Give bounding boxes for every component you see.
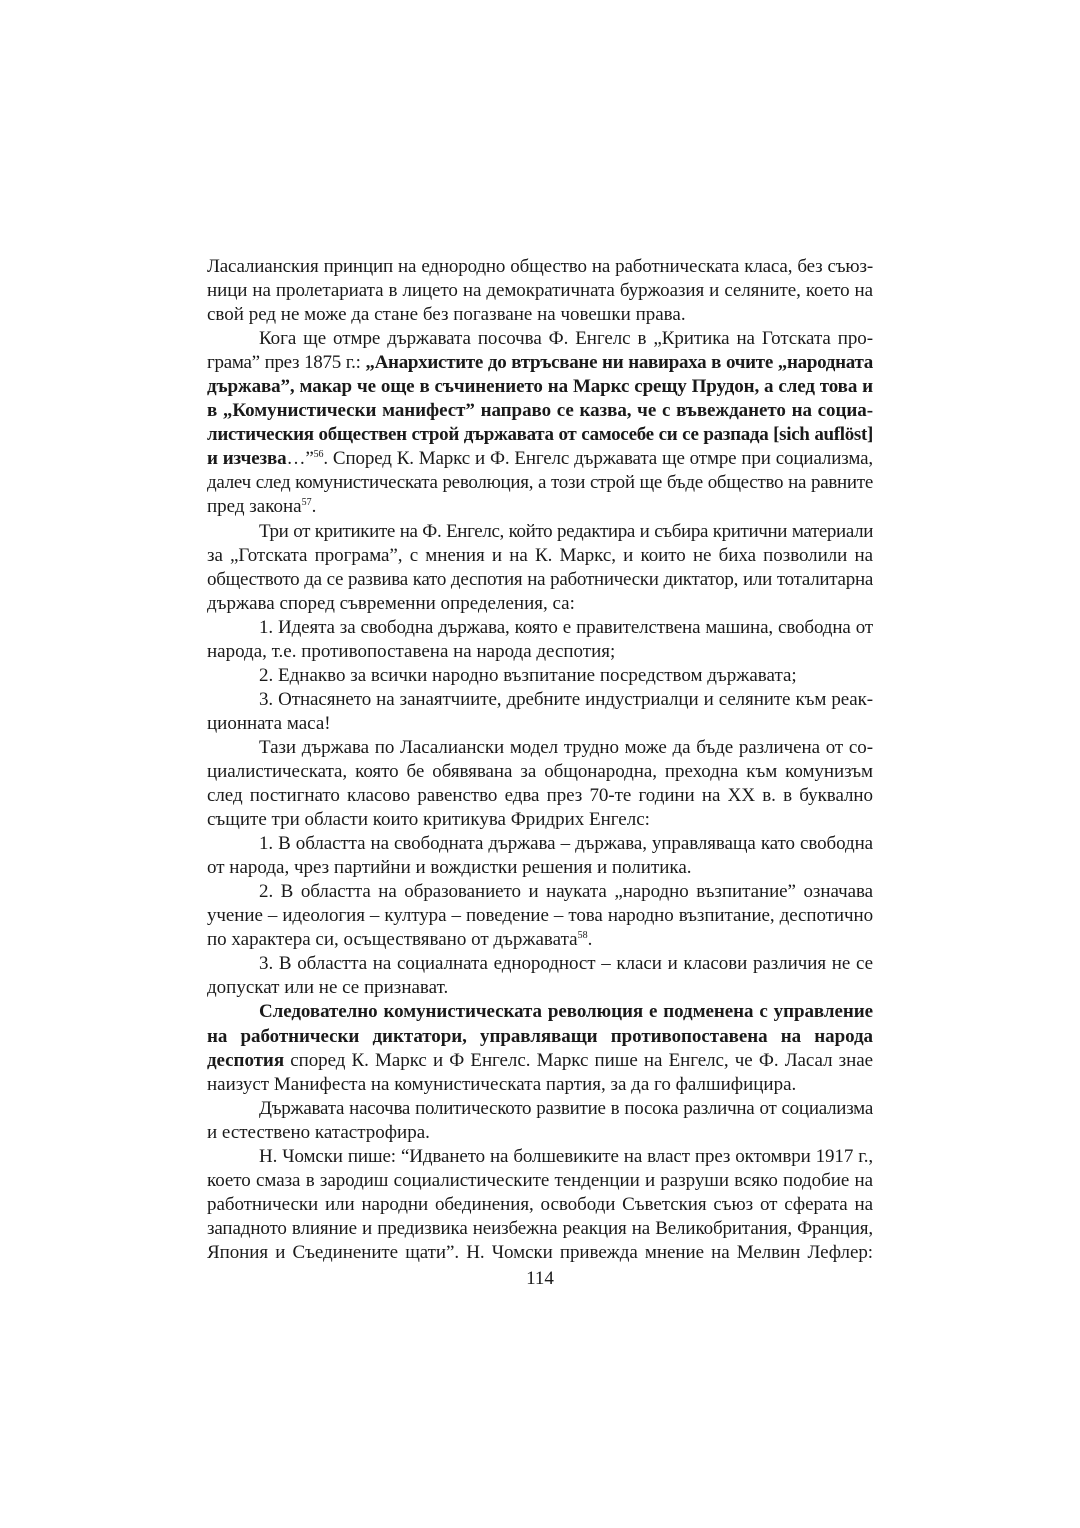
text-run: Ласалианския принцип на еднородно общество на работническата класа, без съюз- (207, 256, 873, 277)
bold-text: Следователно комунистическата революция е подменена с управление (259, 1001, 873, 1023)
bold-text: на работнически диктатори, управляващи противопоставена на народа (207, 1025, 873, 1047)
text-line (207, 375, 873, 399)
text-run: далеч след комунистическата революция, а този строй ще бъде общество на равните (207, 472, 873, 494)
text-line (207, 616, 873, 640)
text-line (207, 1073, 873, 1097)
text-run: което смаза в зародиш социалистическите тенденции и разруши всяко подобие на (207, 1169, 873, 1191)
text-line (207, 1241, 873, 1265)
text-line (207, 1049, 873, 1073)
text-run: свой ред не може да стане без погазване на човешки права. (207, 304, 686, 326)
text-run: грама” през 1875 г.: (207, 352, 366, 374)
text-line (207, 880, 873, 904)
text-run: . (311, 496, 317, 518)
text-run: работнически или народни обединения, освободи Съветския съюз от сферата на (207, 1193, 873, 1215)
text-run: учение – идеология – култура – поведение – това народно възпитание, деспотично (207, 905, 873, 927)
text-line (207, 904, 873, 928)
footnote-ref: 56 (313, 449, 324, 461)
text-run: за „Готската програма”, с мнения и на К. Маркс, и които не биха позволили на (207, 544, 873, 566)
bold-text: „Анархистите до втръсване ни навираха в очите „народната (365, 352, 873, 374)
text-line (207, 447, 873, 471)
text-line (207, 856, 873, 880)
bold-text: и изчезва (207, 448, 287, 470)
text-line (207, 495, 873, 519)
text-run: според К. Маркс и Ф Енгелс. Маркс пише на Енгелс, че Ф. Ласал знае (284, 1049, 873, 1071)
text-line (207, 255, 873, 279)
text-run: 1. Идеята за свободна държава, която е правителствена машина, свободна от (259, 616, 873, 638)
text-line (207, 952, 873, 976)
text-line (207, 1217, 873, 1241)
text-line (207, 303, 873, 327)
text-run: Н. Чомски пише: “Идването на болшевиките на власт през октомври 1917 г., (259, 1145, 873, 1167)
body-text (207, 255, 873, 1265)
text-line (207, 1169, 873, 1193)
text-line (207, 423, 873, 447)
text-line (207, 471, 873, 495)
text-line (207, 712, 873, 736)
text-run: западното влияние и предизвика неизбежна реакция на Великобритания, Франция, (207, 1217, 873, 1239)
text-line (207, 568, 873, 592)
text-line (207, 784, 873, 808)
bold-text: деспотия (207, 1049, 285, 1071)
text-line (207, 1145, 873, 1169)
text-run: Държавата насочва политическото развитие в посока различна от социализма (259, 1097, 873, 1119)
text-line (207, 351, 873, 375)
bold-text: в „Комунистически манифест” направо се казва, че с въвеждането на социа- (207, 400, 873, 422)
text-run: 3. Отнасянето на занаятчиите, дребните индустриалци и селяните към реак- (259, 688, 873, 710)
text-line (207, 520, 873, 544)
text-line (207, 544, 873, 568)
text-run: 2. Еднакво за всички народно възпитание посредством държавата; (259, 664, 797, 686)
text-run: 3. В областта на социалната еднородност – класи и класови различия не се (259, 953, 873, 975)
text-line (207, 832, 873, 856)
text-run: ници на пролетариата в лицето на демократичната буржоазия и селяните, което на (207, 280, 873, 302)
text-line (207, 1097, 873, 1121)
footnote-ref: 58 (577, 930, 588, 942)
footnote-ref: 57 (301, 497, 312, 509)
text-run: пред закона (207, 496, 302, 518)
text-line (207, 279, 873, 303)
text-run: 1. В областта на свободната държава – държава, управляваща като свободна (259, 833, 873, 855)
text-line (207, 1193, 873, 1217)
text-run: същите три области които критикува Фридрих Енгелс: (207, 809, 650, 831)
text-line (207, 688, 873, 712)
bold-text: държава”, макар че още в съчинението на Маркс срещу Прудон, а след това и (207, 376, 873, 398)
text-line (207, 928, 873, 952)
text-run: и естествено катастрофира. (207, 1121, 430, 1143)
text-run: Япония и Съединените щати”. Н. Чомски привежда мнение на Мелвин Лефлер: (207, 1241, 873, 1263)
text-run: народа, т.е. противопоставена на народа деспотия; (207, 640, 616, 662)
text-run: обществото да се развива като деспотия на работнически диктатор, или тоталитарна (207, 568, 873, 590)
text-run: държава според съвременни определения, са: (207, 592, 575, 614)
text-run: Кога ще отмре държавата посочва Ф. Енгелс в „Критика на Готската про- (259, 328, 873, 350)
text-line (207, 640, 873, 664)
text-line (207, 736, 873, 760)
text-run: …” (286, 448, 314, 470)
text-line (207, 664, 873, 688)
text-run: Три от критиките на Ф. Енгелс, който редактира и събира критични материали (259, 520, 873, 542)
page-number: 114 (526, 1268, 554, 1289)
text-run: допускат или не се признават. (207, 977, 449, 999)
text-run: по характера си, осъществявано от държавата (207, 929, 578, 951)
text-line (207, 976, 873, 1000)
bold-text: листическия обществен строй държавата от самосебе си се разпада [sich auflöst] (207, 424, 873, 446)
text-line (207, 327, 873, 351)
text-run: наизуст Манифеста на комунистическата партия, за да го фалшифицира. (207, 1073, 797, 1095)
text-line (207, 399, 873, 423)
text-line (207, 1000, 873, 1024)
text-run: ционната маса! (207, 712, 331, 734)
text-line (207, 592, 873, 616)
text-run: циалистическата, която бе обявявана за общонародна, преходна към комунизъм (207, 760, 873, 782)
text-line (207, 808, 873, 832)
text-line (207, 760, 873, 784)
text-run: от народа, чрез партийни и вождистки решения и политика. (207, 857, 692, 879)
text-run: 2. В областта на образованието и науката „народно възпитание” означава (259, 881, 873, 903)
text-line (207, 1025, 873, 1049)
text-line (207, 1121, 873, 1145)
text-run: Тази държава по Ласалиански модел трудно може да бъде различена от со- (259, 736, 873, 758)
text-run: след постигнато класово равенство едва през 70-те години на XX в. в буквално (207, 785, 873, 807)
text-run: . Според К. Маркс и Ф. Енгелс държавата ще отмре при социализма, (323, 448, 874, 470)
text-run: . (587, 929, 593, 951)
